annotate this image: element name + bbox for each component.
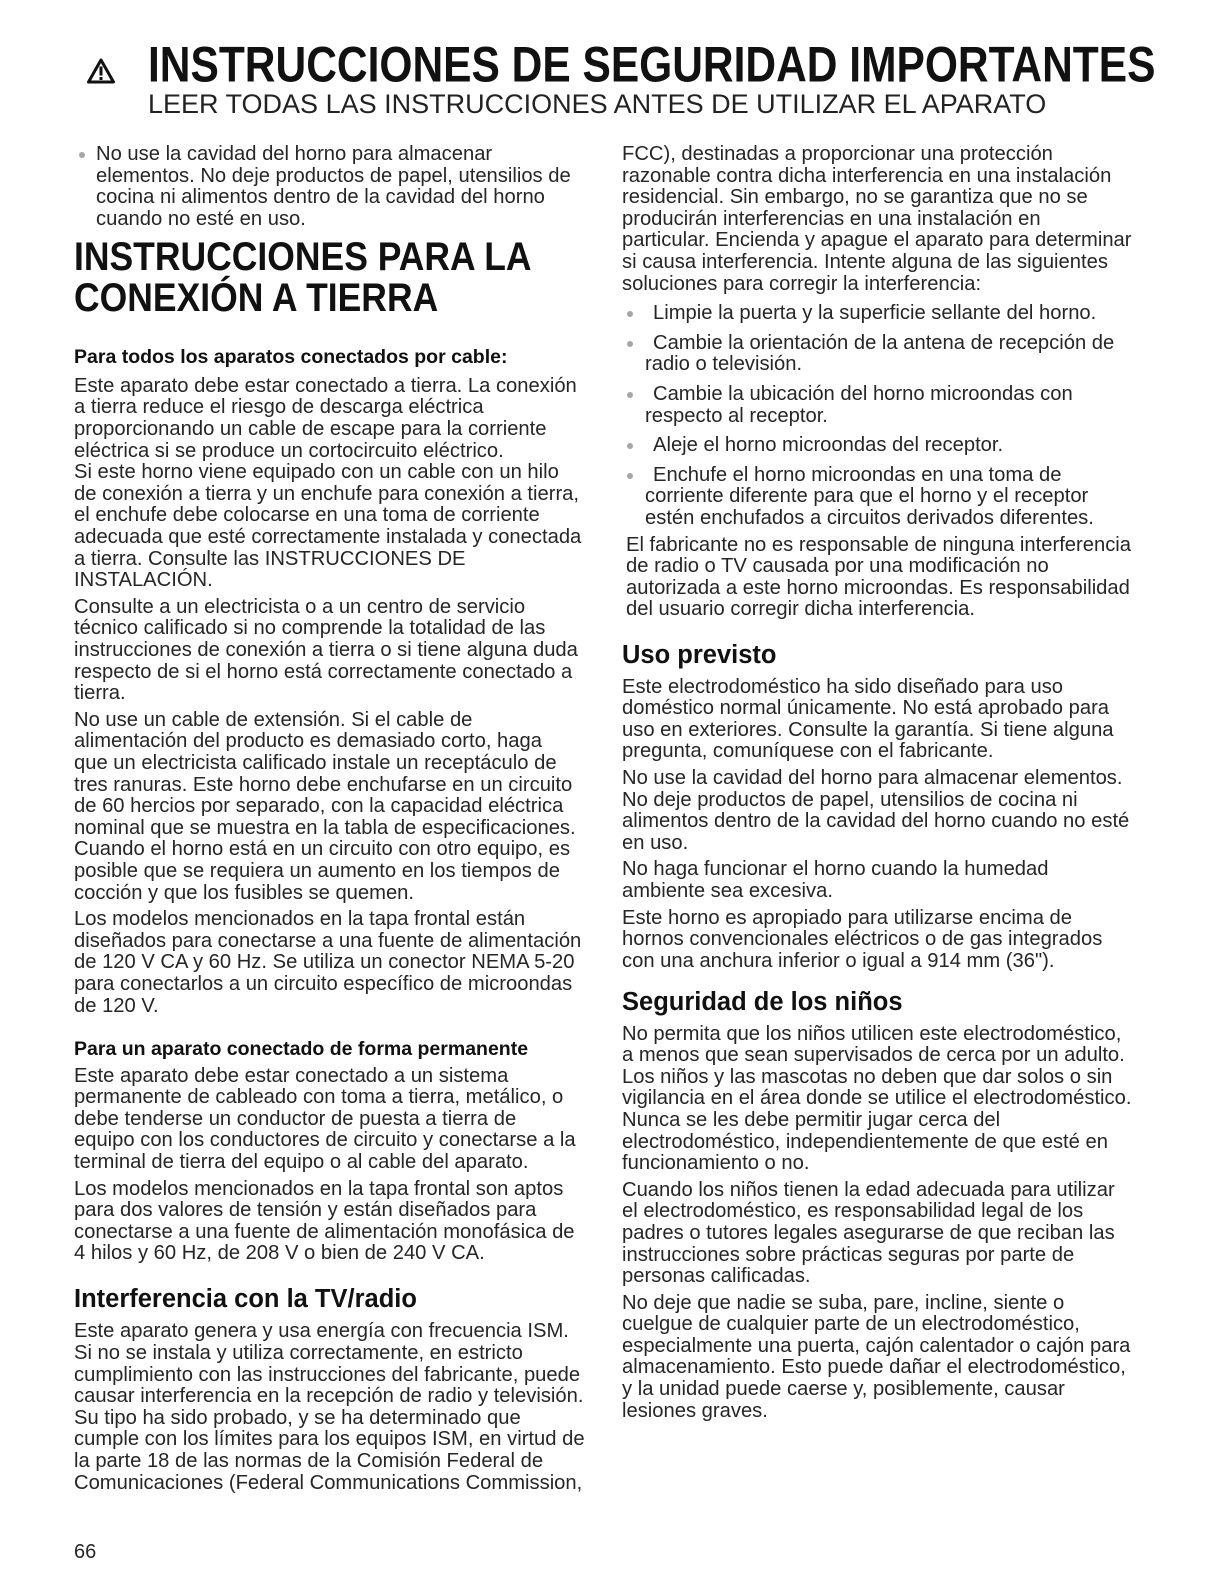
- paragraph-line: conectarse a una fuente de alimentación monofásica de: [74, 1220, 575, 1243]
- paragraph-line: el enchufe debe colocarse en una toma de corriente: [74, 504, 540, 527]
- intended-use-paragraphs: [622, 677, 1142, 973]
- paragraph-line: residencial. Sin embargo, no se garantiza que no se: [622, 186, 1088, 209]
- paragraph-line: causar interferencia en la recepción de radio y televisión.: [74, 1385, 584, 1408]
- paragraph-line: en uso.: [622, 831, 689, 854]
- paragraph-line: 4 hilos y 60 Hz, de 208 V o bien de 240 V CA.: [74, 1242, 485, 1265]
- bullet-line: Limpie la puerta y la superficie sellante del horno.: [653, 302, 1097, 325]
- page-title: INSTRUCCIONES DE SEGURIDAD IMPORTANTES: [148, 37, 1156, 94]
- paragraph-line: ambiente sea excesiva.: [622, 880, 833, 903]
- bullet-line: cuando no esté en uso.: [96, 207, 306, 230]
- paragraph-line: padres o tutores legales asegurarse de que reciban las: [622, 1221, 1115, 1244]
- paragraph-line: debe tenderse un conductor de puesta a tierra de: [74, 1107, 517, 1130]
- cord-paragraphs: [74, 376, 594, 1017]
- paragraph: [74, 462, 594, 592]
- bullet-line: Cambie la ubicación del horno microondas con: [653, 382, 1073, 405]
- paragraph-line: Cuando el horno está en un circuito con otro equipo, es: [74, 838, 571, 861]
- intended-use-heading: Uso previsto: [622, 641, 777, 670]
- paragraph-line: Este aparato debe estar conectado a tierra. La conexión: [74, 374, 577, 397]
- paragraph-line: Consulte a un electricista o a un centro de servicio: [74, 595, 526, 618]
- paragraph-line: No use la cavidad del horno para almacenar elementos.: [622, 767, 1123, 790]
- interference-remedies-list: [622, 303, 1142, 529]
- paragraph-line: Su tipo ha sido probado, y se ha determinado que: [74, 1406, 521, 1429]
- intro-bullet-list: [74, 144, 594, 230]
- right-column: [622, 144, 1142, 1422]
- paragraph-line: adecuada que esté correctamente instalada y conectada: [74, 526, 582, 549]
- paragraph-line: terminal de tierra del equipo o al cable del aparato.: [74, 1150, 529, 1173]
- paragraph-line: Si este horno viene equipado con un cable con un hilo: [74, 461, 559, 484]
- paragraph: [74, 1179, 594, 1265]
- paragraph-line: No haga funcionar el horno cuando la humedad: [622, 858, 1049, 881]
- paragraph-line: para dos valores de tensión y están diseñados para: [74, 1199, 537, 1222]
- permanent-paragraphs: [74, 1066, 594, 1265]
- paragraph-line: electrodoméstico, independientemente de que esté en: [622, 1130, 1108, 1153]
- paragraph-line: de radio o TV causada por una modificación no: [626, 555, 1049, 578]
- left-column: [74, 144, 594, 1494]
- paragraph-line: Si no se instala y utiliza correctamente, en estricto: [74, 1342, 523, 1365]
- paragraph-line: Comunicaciones (Federal Communications Commission,: [74, 1471, 583, 1494]
- paragraph-line: que un electricista calificado instale un receptáculo de: [74, 751, 557, 774]
- paragraph-line: nominal que se muestra en la tabla de especificaciones.: [74, 816, 576, 839]
- paragraph-line: proporcionando un cable de escape para la corriente: [74, 418, 547, 441]
- paragraph: [622, 1293, 1142, 1423]
- page-subtitle: LEER TODAS LAS INSTRUCCIONES ANTES DE UTILIZAR EL APARATO: [148, 89, 1047, 119]
- paragraph-line: producirán interferencias en una instalación en: [622, 207, 1041, 230]
- grounding-heading: [74, 234, 594, 321]
- paragraph-line: No deje que nadie se suba, pare, incline, siente o: [622, 1291, 1065, 1314]
- paragraph-line: Este aparato debe estar conectado a un sistema: [74, 1064, 509, 1087]
- paragraph-line: cumplimiento con las instrucciones del fabricante, puede: [74, 1363, 581, 1386]
- paragraph: [622, 768, 1142, 854]
- paragraph-line: Este electrodoméstico ha sido diseñado para uso: [622, 675, 1064, 698]
- bullet-item: [74, 144, 594, 230]
- paragraph-line: de 120 V.: [74, 994, 159, 1017]
- bullet-item: [622, 465, 1142, 530]
- bullet-dot: [627, 392, 633, 398]
- paragraph: [626, 535, 1142, 621]
- bullet-line: Enchufe el horno microondas en una toma de: [653, 463, 1062, 486]
- paragraph-line: vigilancia en el área donde se utilice el electrodoméstico.: [622, 1087, 1132, 1110]
- paragraph-line: de 120 V CA y 60 Hz. Se utiliza un conector NEMA 5-20: [74, 951, 575, 974]
- bullet-line: cocina ni alimentos dentro de la cavidad del horno: [96, 186, 545, 209]
- paragraph-line: para conectarlos a un circuito específico de microondas: [74, 972, 573, 995]
- paragraph: [622, 1180, 1142, 1288]
- paragraph-line: y la unidad puede caerse y, posiblemente, causar: [622, 1378, 1065, 1401]
- paragraph-line: autorizada a este horno microondas. Es responsabilidad: [626, 576, 1130, 599]
- paragraph-line: Los modelos mencionados en la tapa frontal son aptos: [74, 1177, 564, 1200]
- paragraph-line: INSTALACIÓN.: [74, 569, 213, 592]
- permanent-subheading: Para un aparato conectado de forma permanente: [74, 1038, 529, 1061]
- bullet-text: [622, 435, 1142, 457]
- paragraph-line: lesiones graves.: [622, 1399, 768, 1422]
- paragraph-line: el electrodoméstico, es responsabilidad legal de los: [622, 1200, 1084, 1223]
- paragraph-line: especialmente una puerta, cajón calentador o cajón para: [622, 1334, 1131, 1357]
- bullet-item: [622, 333, 1142, 376]
- bullet-text: [622, 384, 1142, 427]
- paragraph-line: Los niños y las mascotas no deben que dar solos o sin: [622, 1065, 1113, 1088]
- paragraph: [74, 376, 594, 462]
- paragraph: [74, 597, 594, 705]
- bullet-line: Aleje el horno microondas del receptor.: [653, 434, 1004, 457]
- bullet-line: No use la cavidad del horno para almacenar: [96, 143, 493, 165]
- paragraph-line: cuelgue de cualquier parte de un electrodoméstico,: [622, 1313, 1080, 1336]
- paragraph-line: pregunta, comuníquese con el fabricante.: [622, 740, 994, 763]
- paragraph-line: técnico calificado si no comprende la totalidad de las: [74, 617, 546, 640]
- paragraph-line: tres ranuras. Este horno debe enchufarse en un circuito: [74, 773, 573, 796]
- bullet-text: [622, 333, 1142, 376]
- bullet-text: [622, 303, 1142, 325]
- paragraph-line: doméstico normal únicamente. No está aprobado para: [622, 697, 1110, 720]
- paragraph-line: diseñados para conectarse a una fuente de alimentación: [74, 929, 582, 952]
- paragraph-line: a tierra reduce el riesgo de descarga eléctrica: [74, 396, 484, 419]
- paragraph-line: a tierra. Consulte las INSTRUCCIONES DE: [74, 547, 466, 570]
- paragraph-line: de 60 hercios por separado, con la capacidad eléctrica: [74, 795, 564, 818]
- paragraph-line: instrucciones sobre prácticas seguras por parte de: [622, 1243, 1075, 1266]
- bullet-dot: [79, 152, 85, 158]
- bullet-item: [622, 435, 1142, 457]
- paragraph-line: Los modelos mencionados en la tapa frontal están: [74, 908, 526, 931]
- paragraph: [622, 1024, 1142, 1175]
- paragraph: [622, 859, 1142, 902]
- paragraph-line: particular. Encienda y apague el aparato para determinar: [622, 229, 1132, 252]
- interference-paragraphs: [74, 1321, 594, 1494]
- paragraph-line: Este aparato genera y usa energía con frecuencia ISM.: [74, 1320, 569, 1343]
- paragraph-line: a menos que sean supervisados de cerca por un adulto.: [622, 1044, 1125, 1067]
- paragraph-line: cumple con los límites para los equipos ISM, en virtud de: [74, 1428, 585, 1451]
- paragraph-line: No deje productos de papel, utensilios de cocina ni: [622, 788, 1078, 811]
- bullet-line: radio o televisión.: [645, 353, 803, 376]
- paragraph-line: uso en exteriores. Consulte la garantía. Si tiene alguna: [622, 718, 1114, 741]
- bullet-dot: [627, 473, 633, 479]
- paragraph-line: posible que se requiera un aumento en los tiempos de: [74, 859, 560, 882]
- paragraph-line: la parte 18 de las normas de la Comisión Federal de: [74, 1450, 544, 1472]
- bullet-line: corriente diferente para que el horno y el receptor: [645, 485, 1089, 508]
- child-safety-heading: Seguridad de los niños: [622, 988, 903, 1017]
- bullet-line: elementos. No deje productos de papel, utensilios de: [96, 164, 571, 187]
- paragraph-line: respecto de si el horno está correctamente conectado a: [74, 660, 573, 683]
- paragraph: [74, 710, 594, 904]
- paragraph-line: eléctrica si se produce un cortocircuito eléctrico.: [74, 439, 504, 462]
- paragraph-line: Este horno es apropiado para utilizarse encima de: [622, 906, 1072, 929]
- paragraph-line: de conexión a tierra y un enchufe para conexión a tierra,: [74, 482, 580, 505]
- paragraph-line: si causa interferencia. Intente alguna de las siguientes: [622, 250, 1108, 273]
- paragraph: [622, 677, 1142, 763]
- interference-heading: Interferencia con la TV/radio: [74, 1285, 417, 1314]
- manufacturer-note: [622, 535, 1142, 621]
- paragraph: [74, 909, 594, 1017]
- paragraph-line: cocción y que los fusibles se quemen.: [74, 881, 415, 904]
- bullet-item: [622, 303, 1142, 325]
- paragraph: [74, 1066, 594, 1174]
- paragraph-line: alimentación del producto es demasiado corto, haga: [74, 730, 542, 753]
- paragraph-line: No permita que los niños utilicen este electrodoméstico,: [622, 1022, 1122, 1045]
- paragraph-line: soluciones para corregir la interferencia:: [622, 272, 982, 295]
- paragraph: [622, 144, 1142, 295]
- heading-line: INSTRUCCIONES PARA LA: [74, 234, 532, 280]
- cord-subheading: Para todos los aparatos conectados por cable:: [74, 345, 508, 368]
- warning-triangle-icon: [87, 58, 115, 84]
- child-safety-paragraphs: [622, 1024, 1142, 1423]
- paragraph-line: equipo con los conductores de circuito y conectarse a la: [74, 1129, 576, 1152]
- heading-line: CONEXIÓN A TIERRA: [74, 275, 439, 321]
- paragraph-line: El fabricante no es responsable de ninguna interferencia: [626, 533, 1132, 556]
- bullet-line: estén enchufados a circuitos derivados diferentes.: [645, 506, 1094, 529]
- paragraph-line: almacenamiento. Esto puede dañar el electrodoméstico,: [622, 1356, 1126, 1379]
- paragraph-line: FCC), destinadas a proporcionar una protección: [622, 143, 1053, 165]
- bullet-item: [622, 384, 1142, 427]
- paragraph-line: Nunca se les debe permitir jugar cerca del: [622, 1108, 1001, 1131]
- page-number: 66: [74, 1541, 97, 1563]
- paragraph-line: permanente de cableado con toma a tierra, metálico, o: [74, 1086, 564, 1109]
- paragraph-line: Cuando los niños tienen la edad adecuada para utilizar: [622, 1178, 1115, 1201]
- bullet-dot: [627, 341, 633, 347]
- paragraph: [622, 908, 1142, 973]
- paragraph-line: personas calificadas.: [622, 1265, 811, 1288]
- paragraph-line: No use un cable de extensión. Si el cable de: [74, 708, 473, 731]
- bullet-line: respecto al receptor.: [645, 404, 828, 427]
- paragraph-line: razonable contra dicha interferencia en una instalación: [622, 164, 1112, 187]
- paragraph-line: instrucciones de conexión a tierra o si tiene alguna duda: [74, 639, 578, 661]
- interference-continued: [622, 144, 1142, 295]
- bullet-line: Cambie la orientación de la antena de recepción de: [653, 331, 1115, 354]
- bullet-text: [622, 465, 1142, 530]
- paragraph-line: funcionamiento o no.: [622, 1152, 810, 1175]
- paragraph-line: alimentos dentro de la cavidad del horno cuando no esté: [622, 810, 1130, 833]
- paragraph-line: hornos convencionales eléctricos o de gas integrados: [622, 928, 1103, 951]
- paragraph: [74, 1321, 594, 1494]
- paragraph-line: tierra.: [74, 682, 126, 705]
- bullet-text: [74, 144, 594, 230]
- paragraph-line: del usuario corregir dicha interferencia.: [626, 598, 975, 621]
- paragraph-line: con una anchura inferior o igual a 914 mm (36").: [622, 949, 1055, 972]
